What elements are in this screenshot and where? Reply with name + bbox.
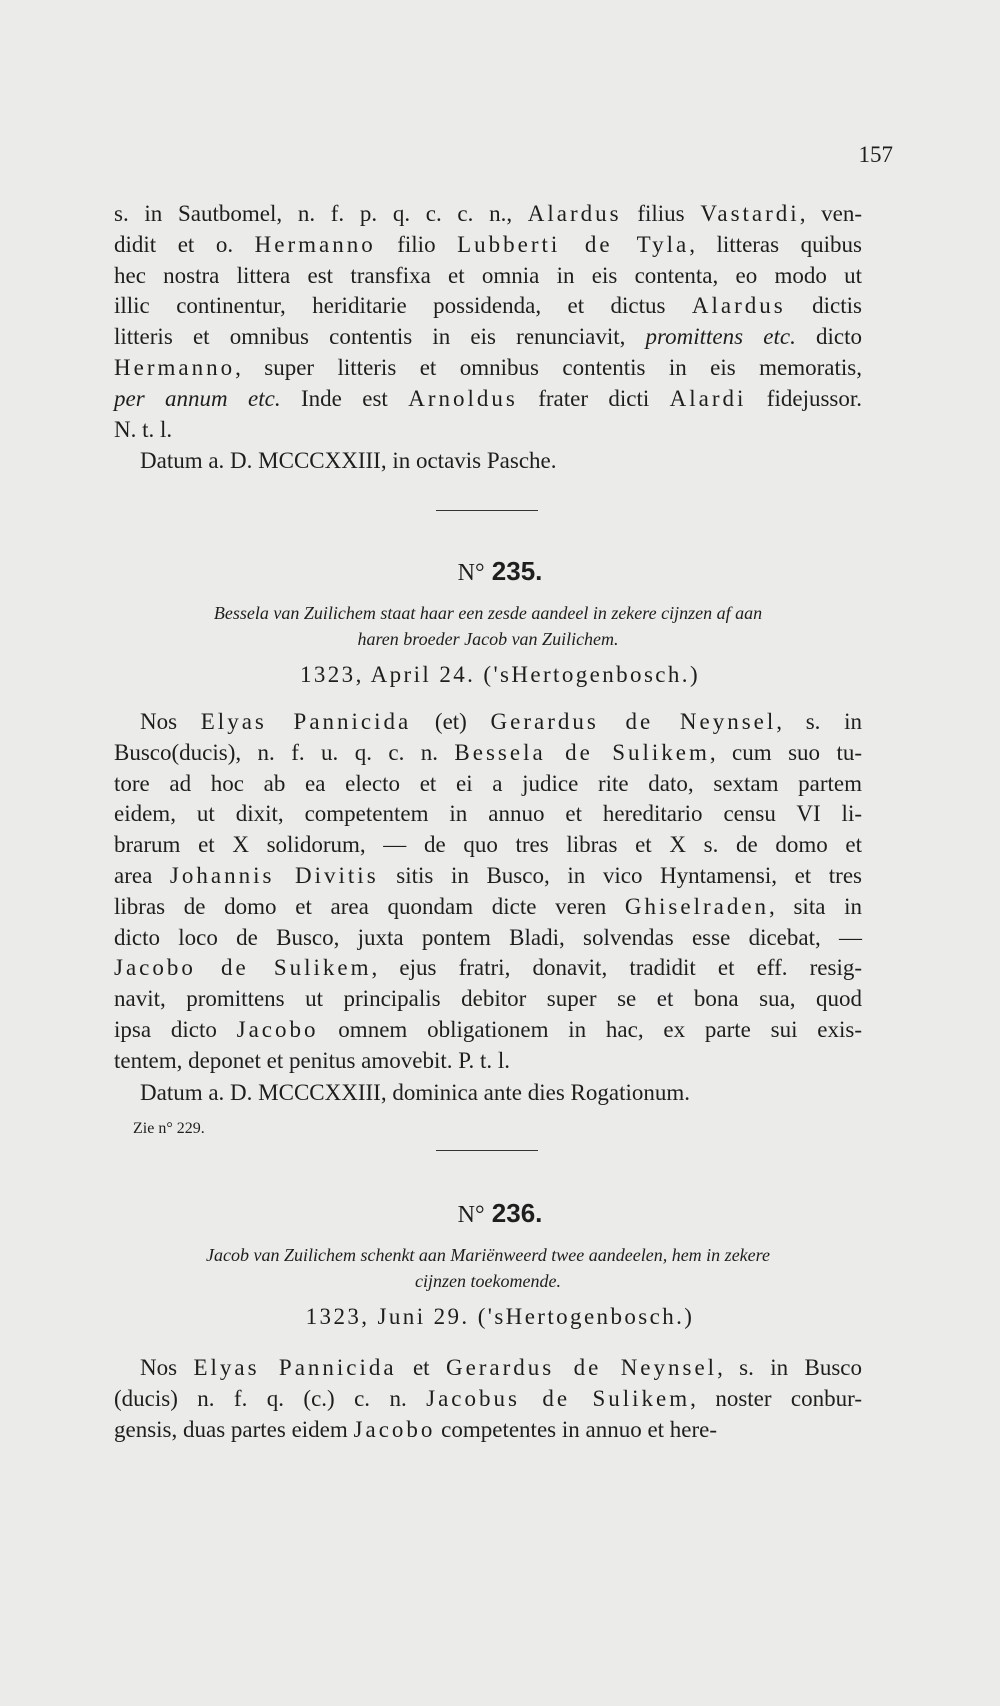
page-number: 157 <box>858 142 893 167</box>
text-line <box>114 230 862 261</box>
text-segment: et <box>396 1355 446 1380</box>
section-divider <box>436 1150 538 1151</box>
charter-236-summary <box>114 1242 862 1294</box>
text-segment: dicto loco de Busco, juxta pontem Bladi, solvendas esse dicebat, — <box>114 924 862 950</box>
text-segment: , noster conbur- <box>690 1385 862 1411</box>
charter-236-dateline: 1323, Juni 29. ('sHertogenbosch.) <box>305 1304 695 1329</box>
text-segment: , litteras quibus <box>689 231 862 257</box>
spaced-name: Hermanno <box>114 354 236 380</box>
text-segment: didit et o. <box>114 231 255 257</box>
spaced-name: Arnoldus <box>408 385 518 411</box>
text-segment: filius <box>621 201 701 226</box>
text-segment: illic continentur, heriditarie possidenda, et dictus <box>114 293 692 319</box>
text-line <box>114 199 862 230</box>
text-segment: dictis <box>785 293 862 319</box>
italic-phrase: per annum etc. <box>114 385 281 411</box>
text-line <box>114 322 862 353</box>
text-segment: (ducis) n. f. q. (c.) c. n. <box>114 1385 427 1411</box>
spaced-name: Alardus <box>691 293 786 319</box>
section-divider <box>436 510 538 511</box>
text-segment: tore ad hoc ab ea electo et ei a judice rite dato, sextam partem <box>114 770 862 796</box>
text-segment: navit, promittens ut principalis debitor super se et bona sua, quod <box>114 986 862 1012</box>
spaced-name: Vastardi <box>700 201 800 226</box>
text-segment: omnem obligationem in hac, ex parte sui exis- <box>318 1016 863 1042</box>
spaced-name: Bessela de Sulikem <box>454 739 710 765</box>
spaced-name: Hermanno <box>254 231 376 257</box>
text-segment: s. in Sautbomel, n. f. p. q. c. c. n., <box>114 201 528 226</box>
text-segment: , super litteris et omnibus contentis in eis memoratis, <box>235 354 862 380</box>
text-segment: competentes in annuo et here- <box>435 1416 718 1442</box>
text-line <box>114 353 862 384</box>
spaced-name: Ghiselraden <box>624 893 770 919</box>
text-line <box>114 1415 862 1446</box>
text-segment: area <box>114 862 170 888</box>
text-line <box>114 1046 862 1077</box>
text-line <box>114 830 862 861</box>
text-line <box>114 923 862 954</box>
charter-235-dateline: 1323, April 24. ('sHertogenbosch.) <box>299 662 701 687</box>
text-segment: tentem, deponet et penitus amovebit. P. t. l. <box>114 1047 511 1073</box>
text-segment: sitis in Busco, in vico Hyntamensi, et tres <box>378 862 862 888</box>
text-line <box>114 953 862 984</box>
number-label: N° <box>457 1202 485 1228</box>
text-segment: N. t. l. <box>114 416 173 442</box>
charter-235-body <box>114 707 862 1077</box>
text-line <box>114 291 862 322</box>
text-segment: , s. in <box>776 709 862 734</box>
text-line <box>114 738 862 769</box>
number-value: 236. <box>491 1198 543 1228</box>
text-segment: libras de domo et area quondam dicte veren <box>114 893 625 919</box>
number-value: 235. <box>491 556 543 586</box>
text-segment: Nos <box>140 709 201 734</box>
text-segment: , ven- <box>799 201 863 226</box>
text-segment: (et) <box>411 709 491 734</box>
text-segment: hec nostra littera est transfixa et omnia in eis contenta, eo modo ut <box>114 262 862 288</box>
spaced-name: Elyas Pannicida <box>200 709 412 734</box>
text-segment: , sita in <box>769 893 862 919</box>
spaced-name: Alardi <box>669 385 747 411</box>
text-segment: , cum suo tu- <box>709 739 862 765</box>
spaced-name: Alardus <box>527 201 622 226</box>
spaced-name: Jacobo <box>353 1416 436 1442</box>
text-line <box>114 892 862 923</box>
text-segment: brarum et X solidorum, — de quo tres libras et X s. de domo et <box>114 832 862 858</box>
spaced-name: Jacobo de Sulikem <box>114 955 372 981</box>
charter-236-body <box>114 1353 862 1445</box>
text-line <box>114 261 862 292</box>
text-line <box>114 769 862 800</box>
cross-reference-note: Zie n° 229. <box>133 1120 205 1137</box>
text-segment: filio <box>375 231 458 257</box>
continued-charter-date: Datum a. D. MCCCXXIII, in octavis Pasche. <box>140 448 557 473</box>
spaced-name: Gerardus de Neynsel <box>490 709 777 734</box>
spaced-name: Lubberti de Tyla <box>457 231 690 257</box>
text-line <box>114 799 862 830</box>
text-line <box>114 1384 862 1415</box>
continued-charter-text <box>114 199 862 445</box>
spaced-name: Jacobus de Sulikem <box>426 1385 691 1411</box>
summary-line-1: Jacob van Zuilichem schenkt aan Mariënweerd twee aandeelen, hem in zekere <box>206 1245 770 1265</box>
text-line <box>114 1015 862 1046</box>
spaced-name: Gerardus de Neynsel <box>445 1355 718 1380</box>
summary-line-2: haren broeder Jacob van Zuilichem. <box>357 629 619 649</box>
spaced-name: Jacobo <box>236 1016 319 1042</box>
text-segment: fidejussor. <box>746 385 862 411</box>
text-line <box>114 384 862 415</box>
text-segment: gensis, duas partes eidem <box>114 1416 354 1442</box>
charter-235-date: Datum a. D. MCCCXXIII, dominica ante dies Rogationum. <box>140 1080 691 1105</box>
text-line <box>114 707 862 738</box>
text-segment: , s. in Busco <box>717 1355 863 1380</box>
charter-235-summary <box>114 600 862 652</box>
number-label: N° <box>457 560 485 586</box>
text-segment: Inde est <box>280 385 409 411</box>
text-segment: ipsa dicto <box>114 1016 237 1042</box>
text-line <box>114 1353 862 1384</box>
text-line <box>114 415 862 446</box>
text-segment: , ejus fratri, donavit, tradidit et eff. resig- <box>371 955 863 981</box>
summary-line-2: cijnzen toekomende. <box>415 1271 561 1291</box>
spaced-name: Elyas Pannicida <box>193 1355 397 1380</box>
summary-line-1: Bessela van Zuilichem staat haar een zesde aandeel in zekere cijnzen af aan <box>213 603 763 623</box>
text-segment: eidem, ut dixit, competentem in annuo et hereditario censu VI li- <box>114 801 862 827</box>
text-segment: Busco(ducis), n. f. u. q. c. n. <box>114 739 455 765</box>
text-segment: Nos <box>140 1355 194 1380</box>
text-segment: litteris et omnibus contentis in eis renunciavit, <box>114 324 646 350</box>
text-segment: frater dicti <box>517 385 670 411</box>
italic-phrase: promittens etc. <box>645 324 796 350</box>
charter-number-235 <box>0 556 1000 587</box>
spaced-name: Johannis Divitis <box>169 862 379 888</box>
text-segment: dicto <box>795 324 862 350</box>
text-line <box>114 984 862 1015</box>
text-line <box>114 861 862 892</box>
charter-number-236 <box>0 1198 1000 1229</box>
